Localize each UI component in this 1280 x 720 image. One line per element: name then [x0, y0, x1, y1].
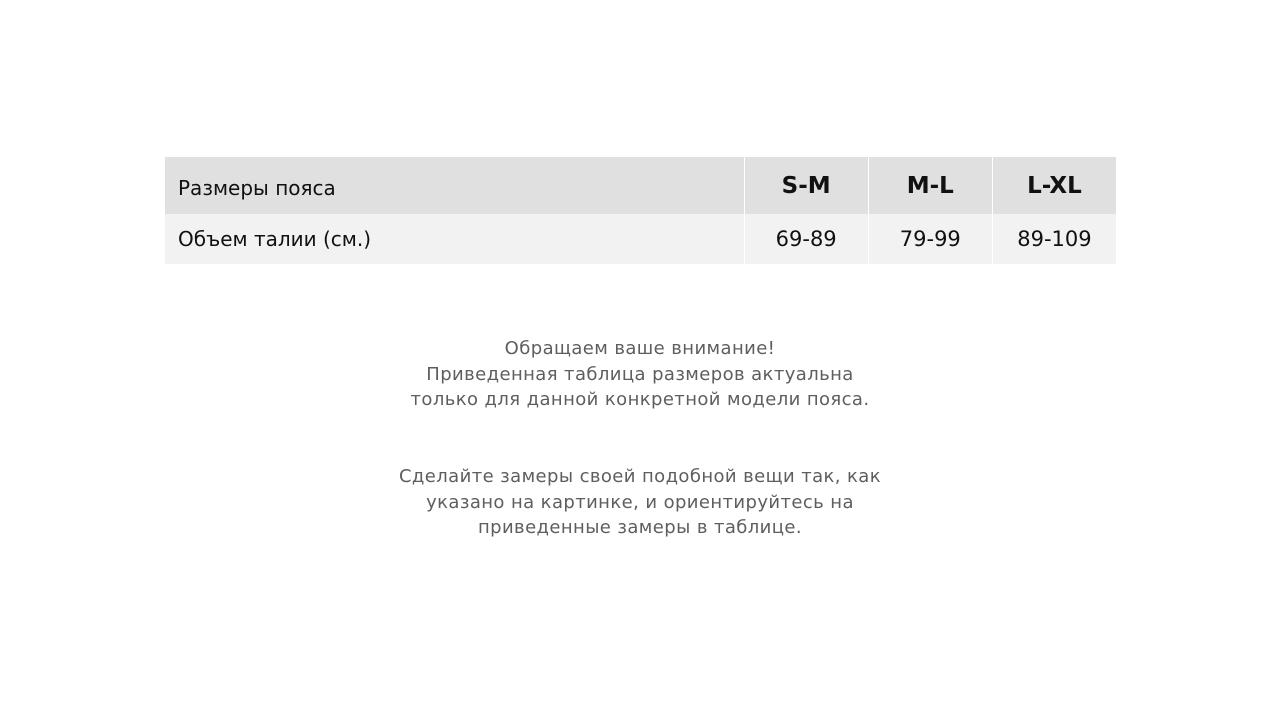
- size-m-l: M-L: [868, 157, 992, 214]
- instruction-line: указано на картинке, и ориентируйтесь на: [426, 491, 854, 513]
- table-header-row: [165, 157, 1116, 214]
- table-row: [165, 214, 1116, 264]
- size-s-m: S-M: [744, 157, 868, 214]
- belt-size-label: Размеры пояса: [165, 157, 744, 214]
- size-l-xl: L-XL: [992, 157, 1116, 214]
- notice-line: Приведенная таблица размеров актуальна: [426, 363, 854, 385]
- waist-value-m-l: 79-99: [868, 214, 992, 264]
- size-table: [165, 157, 1116, 264]
- instruction-text: [340, 464, 940, 541]
- waist-value-l-xl: 89-109: [992, 214, 1116, 264]
- waist-label: Объем талии (см.): [165, 214, 744, 264]
- waist-value-s-m: 69-89: [744, 214, 868, 264]
- instruction-line: приведенные замеры в таблице.: [477, 517, 803, 538]
- instruction-line: Сделайте замеры своей подобной вещи так, как: [398, 466, 882, 487]
- notice-line: Обращаем ваше внимание!: [504, 338, 776, 359]
- notice-line: только для данной конкретной модели пояса.: [410, 389, 870, 410]
- notice-text: [340, 336, 940, 413]
